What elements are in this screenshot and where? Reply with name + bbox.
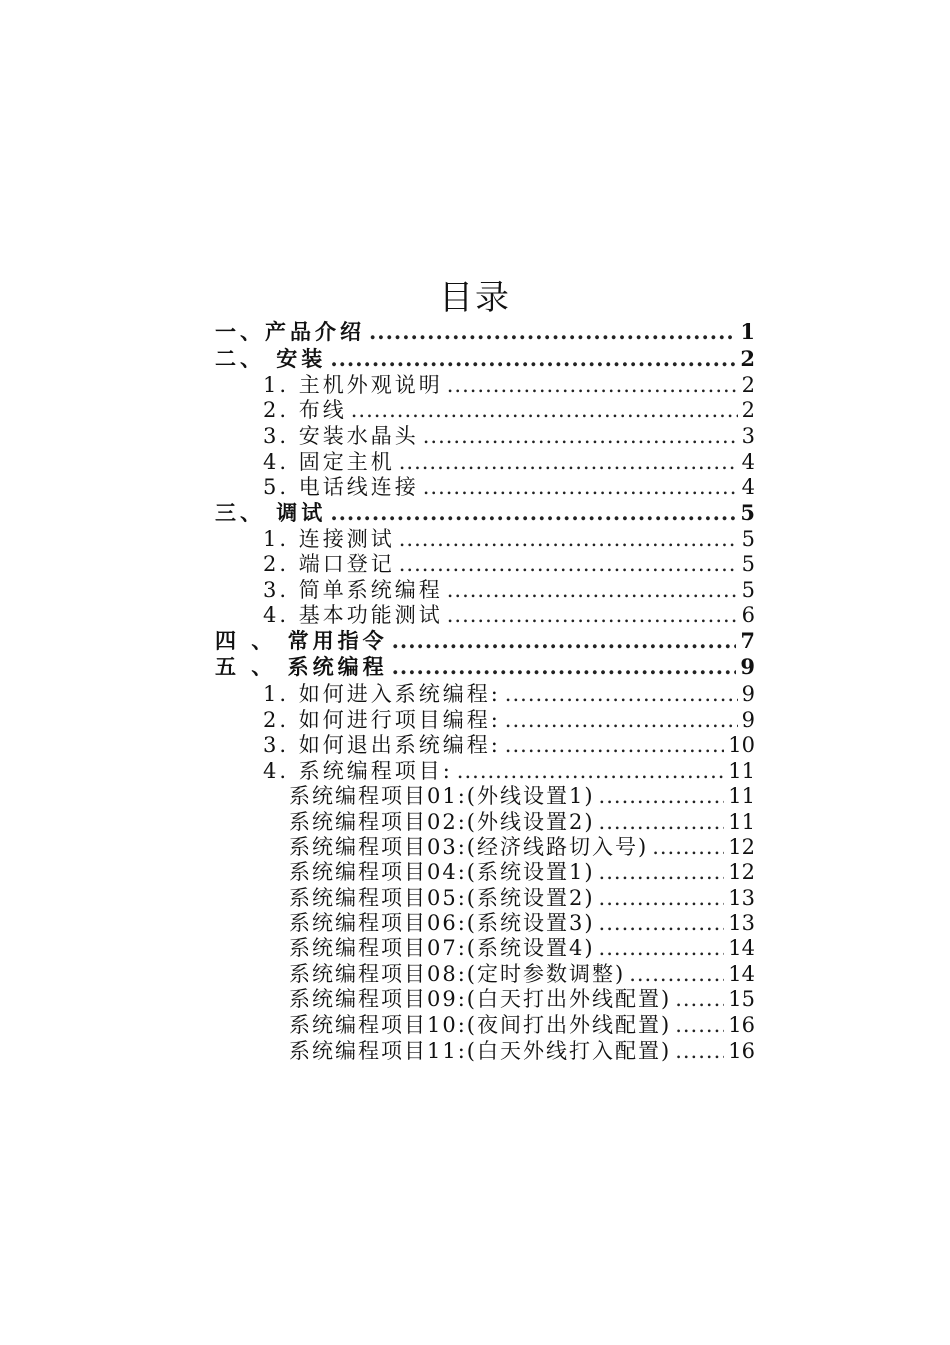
toc-entry-label: 3. 安装水晶头 [263,424,419,448]
toc-leader-dots [675,1039,724,1063]
toc-leader-dots [505,682,738,706]
toc-entry[interactable] [289,1009,755,1035]
toc-entry-page-number: 14 [728,936,755,960]
toc-entry-label: 系统编程项目07:(系统设置4) [289,936,595,960]
toc-entry-label: 2. 端口登记 [263,552,395,576]
toc-entry[interactable] [215,497,755,523]
toc-entry-label: 3. 简单系统编程 [263,578,443,602]
toc-entry-label: 系统编程项目06:(系统设置3) [289,911,595,935]
toc-entry-label: 系统编程项目11:(白天外线打入配置) [289,1039,672,1063]
toc-entry-page-number: 2 [740,346,755,371]
toc-entry[interactable] [263,755,755,781]
toc-entry[interactable] [263,548,755,574]
toc-entry-label: 系统编程项目03:(经济线路切入号) [289,835,649,859]
toc-entry-label: 4. 系统编程项目: [263,759,453,783]
toc-entry[interactable] [289,932,755,958]
toc-leader-dots [505,733,724,757]
toc-entry[interactable] [263,574,755,600]
toc-entry-label: 系统编程项目10:(夜间打出外线配置) [289,1013,672,1037]
toc-entry[interactable] [289,882,755,908]
toc-entry-label: 系统编程项目02:(外线设置2) [289,810,595,834]
toc-entry-page-number: 2 [741,398,755,422]
toc-entry[interactable] [263,523,755,549]
toc-entry-page-number: 15 [728,987,755,1011]
toc-entry-label: 1. 如何进入系统编程: [263,682,501,706]
toc-entry[interactable] [263,599,755,625]
toc-entry-label: 1. 连接测试 [263,527,395,551]
toc-leader-dots [399,552,738,576]
toc-entry-page-number: 13 [728,911,755,935]
toc-entry-page-number: 3 [741,424,755,448]
toc-entry-page-number: 5 [741,527,755,551]
toc-entry-label: 五 、 系统编程 [215,654,388,679]
toc-entry-label: 一、产品介绍 [215,319,365,344]
toc-entry-label: 4. 基本功能测试 [263,603,443,627]
toc-entry[interactable] [289,806,755,832]
toc-entry[interactable] [263,471,755,497]
toc-entry-page-number: 5 [741,552,755,576]
toc-entry[interactable] [289,958,755,984]
toc-entry[interactable] [289,831,755,857]
toc-entry-page-number: 11 [728,759,755,783]
toc-entry[interactable] [289,907,755,933]
toc-entry[interactable] [263,704,755,730]
page-title: 目录 [439,278,511,318]
toc-entry-page-number: 2 [741,373,755,397]
toc-entry[interactable] [289,780,755,806]
toc-entry[interactable] [215,625,755,651]
toc-leader-dots [392,628,737,653]
toc-leader-dots [447,603,738,627]
toc-entry-label: 系统编程项目09:(白天打出外线配置) [289,987,672,1011]
toc-entry[interactable] [289,983,755,1009]
toc-leader-dots [675,987,724,1011]
toc-entry-page-number: 10 [728,733,755,757]
toc-entry-label: 系统编程项目04:(系统设置1) [289,860,595,884]
toc-entry-page-number: 5 [740,500,755,525]
toc-entry-label: 二、 安装 [215,346,327,371]
toc-leader-dots [392,654,737,679]
toc-entry-label: 3. 如何退出系统编程: [263,733,501,757]
toc-entry-page-number: 16 [728,1039,755,1063]
toc-entry-page-number: 12 [728,860,755,884]
toc-entry-label: 系统编程项目01:(外线设置1) [289,784,595,808]
toc-entry-label: 1. 主机外观说明 [263,373,443,397]
toc-entry[interactable] [215,316,755,342]
toc-entry-page-number: 16 [728,1013,755,1037]
toc-entry-page-number: 1 [740,319,755,344]
toc-leader-dots [599,860,725,884]
toc-entry-label: 2. 如何进行项目编程: [263,708,501,732]
toc-leader-dots [369,319,736,344]
toc-entry[interactable] [263,446,755,472]
toc-entry-page-number: 4 [741,475,755,499]
toc-entry-label: 5. 电话线连接 [263,475,419,499]
toc-entry-page-number: 9 [740,654,755,679]
toc-leader-dots [330,500,736,525]
toc-entry[interactable] [215,651,755,677]
toc-entry-page-number: 13 [728,886,755,910]
toc-entry-page-number: 7 [740,628,755,653]
toc-entry-page-number: 12 [728,835,755,859]
toc-entry-page-number: 11 [728,784,755,808]
toc-entry[interactable] [215,343,755,369]
toc-entry-label: 4. 固定主机 [263,450,395,474]
toc-entry[interactable] [263,394,755,420]
toc-entry[interactable] [263,678,755,704]
toc-entry-page-number: 14 [728,962,755,986]
toc-entry-page-number: 9 [741,682,755,706]
toc-entry-label: 三、 调试 [215,500,327,525]
toc-entry-label: 系统编程项目08:(定时参数调整) [289,962,626,986]
toc-entry[interactable] [263,420,755,446]
toc-entry-page-number: 6 [741,603,755,627]
toc-entry-page-number: 5 [741,578,755,602]
toc-entry[interactable] [263,729,755,755]
toc-entry-page-number: 9 [741,708,755,732]
toc-leader-dots [423,424,738,448]
toc-entry-label: 四 、 常用指令 [215,628,388,653]
toc-entry-page-number: 11 [728,810,755,834]
toc-leader-dots [330,346,736,371]
toc-leader-dots [423,475,738,499]
toc-leader-dots [599,936,725,960]
toc-leader-dots [675,1013,724,1037]
toc-leader-dots [599,784,725,808]
toc-entry[interactable] [263,369,755,395]
toc-entry-page-number: 4 [741,450,755,474]
toc-entry[interactable] [289,1035,755,1061]
toc-entry-label: 2. 布线 [263,398,347,422]
toc-leader-dots [351,398,738,422]
toc-entry[interactable] [289,856,755,882]
toc-entry-label: 系统编程项目05:(系统设置2) [289,886,595,910]
